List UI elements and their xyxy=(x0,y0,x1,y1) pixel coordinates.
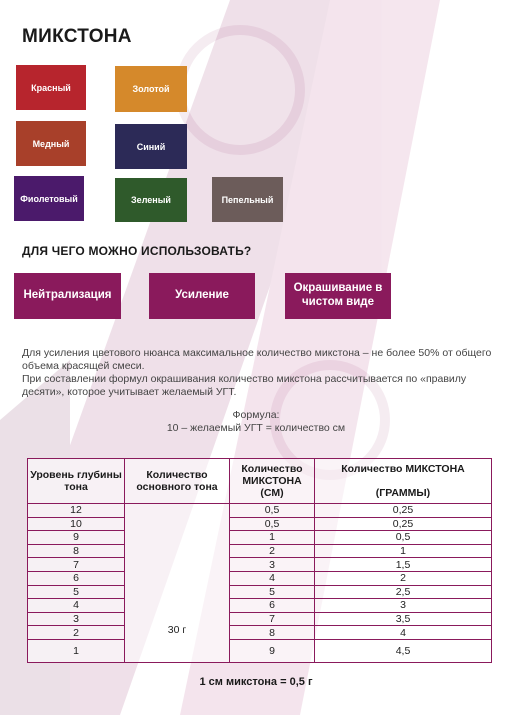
conversion-note: 1 см микстона = 0,5 г xyxy=(199,676,313,688)
cell-level: 7 xyxy=(28,558,125,572)
swatch-label: Фиолетовый xyxy=(20,193,78,204)
swatch-label: Красный xyxy=(31,82,71,93)
cell-grams: 1,5 xyxy=(315,558,492,572)
header-grams xyxy=(315,459,492,504)
cell-cm: 8 xyxy=(230,626,315,640)
cell-level: 10 xyxy=(28,517,125,531)
cell-level: 5 xyxy=(28,585,125,599)
cell-grams: 1 xyxy=(315,544,492,558)
cell-level: 4 xyxy=(28,599,125,613)
table-row xyxy=(28,639,492,662)
table-row xyxy=(28,558,492,572)
swatch-label: Синий xyxy=(136,141,166,152)
cell-level: 1 xyxy=(28,639,125,662)
cell-grams: 0,25 xyxy=(315,504,492,518)
swatch-label: Золотой xyxy=(132,84,170,94)
swatch-green xyxy=(115,178,187,222)
table-row xyxy=(28,531,492,545)
mixton-table xyxy=(27,458,492,663)
cell-cm: 2 xyxy=(230,544,315,558)
table-row xyxy=(28,544,492,558)
swatch-ash xyxy=(212,177,283,222)
table-row xyxy=(28,504,492,518)
description-paragraph-2: При составлении формул окрашивания количество микстона рассчитывается по «правилу десяти», которое учитывает желаемый УГТ. xyxy=(22,373,467,398)
use-neutralization xyxy=(14,273,121,319)
table-row xyxy=(28,571,492,585)
cell-grams: 2,5 xyxy=(315,585,492,599)
cell-cm: 4 xyxy=(230,571,315,585)
cell-cm: 0,5 xyxy=(230,504,315,518)
description-paragraph-1: Для усиления цветового нюанса максимальное количество микстона – не более 50% от общего объема красящей смеси. xyxy=(22,347,492,372)
use-label: Окрашивание в чистом виде xyxy=(293,282,383,308)
header-cm: Количество МИКСТОНА (СМ) xyxy=(230,459,315,504)
cell-cm: 9 xyxy=(230,639,315,662)
cell-grams: 3,5 xyxy=(315,612,492,626)
cell-level: 12 xyxy=(28,504,125,518)
cell-grams: 0,25 xyxy=(315,517,492,531)
formula-label: Формула: xyxy=(232,409,280,421)
uses-title: ДЛЯ ЧЕГО МОЖНО ИСПОЛЬЗОВАТЬ? xyxy=(22,244,252,258)
cell-grams: 0,5 xyxy=(315,531,492,545)
table-row xyxy=(28,599,492,613)
header-grams-line2: (ГРАММЫ) xyxy=(375,487,431,499)
page-title: МИКСТОНА xyxy=(22,26,132,47)
header-level: Уровень глубины тона xyxy=(28,459,125,504)
header-base: Количество основного тона xyxy=(125,459,230,504)
use-label: Нейтрализация xyxy=(23,289,112,302)
swatch-blue xyxy=(115,124,187,169)
use-enhancement xyxy=(149,273,255,319)
cell-cm: 7 xyxy=(230,612,315,626)
table-header-row xyxy=(28,459,492,504)
cell-cm: 5 xyxy=(230,585,315,599)
cell-level: 2 xyxy=(28,626,125,640)
cell-grams: 4 xyxy=(315,626,492,640)
cell-grams: 2 xyxy=(315,571,492,585)
formula-text: 10 – желаемый УГТ = количество см xyxy=(166,422,346,434)
cell-base: 30 г xyxy=(125,504,230,663)
cell-cm: 1 xyxy=(230,531,315,545)
swatch-red xyxy=(16,65,86,110)
cell-level: 8 xyxy=(28,544,125,558)
use-pure-coloring xyxy=(285,273,391,319)
table-row xyxy=(28,585,492,599)
description xyxy=(22,347,492,399)
cell-cm: 6 xyxy=(230,599,315,613)
swatch-label: Медный xyxy=(32,138,70,149)
table-row xyxy=(28,517,492,531)
cell-cm: 0,5 xyxy=(230,517,315,531)
table-row xyxy=(28,626,492,640)
use-label: Усиление xyxy=(175,289,229,302)
swatch-label: Зеленый xyxy=(131,195,171,205)
cell-level: 3 xyxy=(28,612,125,626)
table-row xyxy=(28,612,492,626)
cell-grams: 3 xyxy=(315,599,492,613)
cell-level: 6 xyxy=(28,571,125,585)
swatch-gold xyxy=(115,66,187,112)
cell-cm: 3 xyxy=(230,558,315,572)
swatch-violet xyxy=(14,176,84,221)
cell-level: 9 xyxy=(28,531,125,545)
swatch-label: Пепельный xyxy=(221,194,274,205)
header-grams-line1: Количество МИКСТОНА xyxy=(341,463,465,475)
cell-grams: 4,5 xyxy=(315,639,492,662)
swatch-copper xyxy=(16,121,86,166)
